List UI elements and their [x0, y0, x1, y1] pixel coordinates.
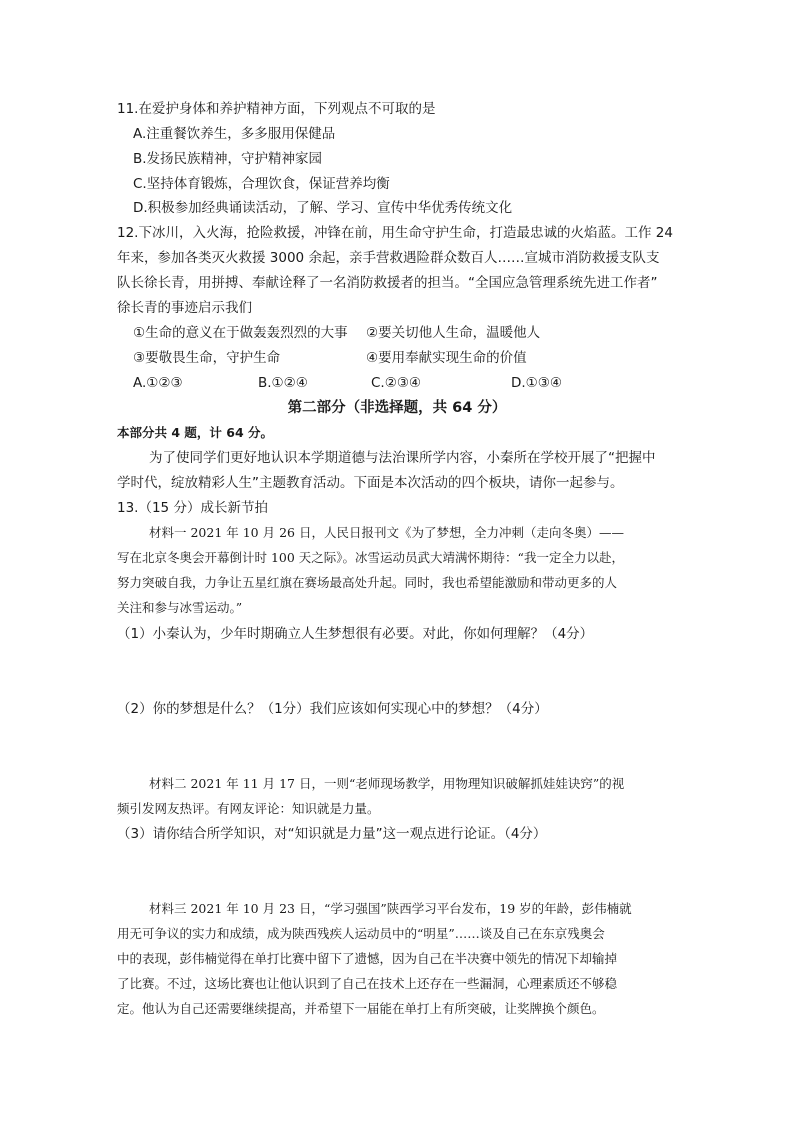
- q12-stem-line: 12.下冰川，入火海，抢险救援，冲锋在前，用生命守护生命，打造最忠诚的火焰蓝。工作 24: [117, 225, 673, 241]
- q13-material1-line: 写在北京冬奥会开幕倒计时 100 天之际》。冰雪运动员武大靖满怀期待：“我一定全力以赴，: [117, 550, 624, 565]
- q13-sub2: （2）你的梦想是什么？（1分）我们应该如何实现心中的梦想？（4分）: [117, 701, 548, 717]
- q13-material1-line: 材料一 2021 年 10 月 26 日，人民日报刊文《为了梦想，全力冲刺（走向冬奥）——: [149, 525, 624, 540]
- q12-item-1: ①生命的意义在于做轰轰烈烈的大事: [133, 325, 348, 341]
- q13-material3-line: 中的表现，彭伟楠觉得在单打比赛中留下了遗憾，因为自己在半决赛中领先的情况下却输掉: [117, 951, 618, 966]
- q11-option-d: D.积极参加经典诵读活动，了解、学习、宣传中华优秀传统文化: [133, 200, 513, 216]
- q12-item-2: ②要关切他人生命，温暖他人: [366, 325, 541, 341]
- q13-material3-line: 用无可争议的实力和成绩，成为陕西残疾人运动员中的“明星”……谈及自己在东京残奥会: [117, 926, 605, 941]
- part2-heading: 第二部分（非选择题，共 64 分）: [287, 400, 507, 416]
- q12-choice-c: C.②③④: [371, 375, 422, 391]
- q12-stem-line: 徐长青的事迹启示我们: [117, 300, 252, 316]
- q13-material3-line: 材料三 2021 年 10 月 23 日，“学习强国”陕西学习平台发布，19 岁的年龄，彭伟楠就: [149, 901, 632, 916]
- q11-option-a: A.注重餐饮养生，多多服用保健品: [133, 126, 336, 142]
- part2-intro-line: 为了使同学们更好地认识本学期道德与法治课所学内容，小秦所在学校开展了“把握中: [149, 450, 656, 466]
- q13-material2-line: 材料二 2021 年 11 月 17 日，一则“老师现场教学，用物理知识破解抓娃娃诀窍”的视: [149, 776, 625, 791]
- q12-choice-a: A.①②③: [133, 375, 183, 391]
- q13-sub3: （3）请你结合所学知识，对“知识就是力量”这一观点进行论证。（4分）: [117, 826, 547, 842]
- q12-choice-b: B.①②④: [258, 375, 308, 391]
- q12-choice-d: D.①③④: [511, 375, 562, 391]
- q12-item-3: ③要敬畏生命，守护生命: [133, 350, 281, 366]
- q13-material1-line: 努力突破自我，力争让五星红旗在赛场最高处升起。同时，我也希望能激励和带动更多的人: [117, 575, 618, 590]
- q13-material3-line: 了比赛。不过，这场比赛也让他认识到了自己在技术上还存在一些漏洞，心理素质还不够稳: [117, 976, 618, 991]
- q13-material3-line: 定。他认为自己还需要继续提高，并希望下一届能在单打上有所突破，让奖牌换个颜色。: [117, 1001, 605, 1016]
- q13-title: 13.（15 分）成长新节拍: [117, 500, 268, 516]
- part2-intro-line: 学时代，绽放精彩人生”主题教育活动。下面是本次活动的四个板块，请你一起参与。: [117, 475, 624, 491]
- q13-sub1: （1）小秦认为，少年时期确立人生梦想很有必要。对此，你如何理解？（4分）: [117, 626, 594, 642]
- q11-stem: 11.在爱护身体和养护精神方面，下列观点不可取的是: [117, 101, 436, 117]
- q11-option-c: C.坚持体育锻炼，合理饮食，保证营养均衡: [133, 176, 390, 192]
- q13-material1-line: 关注和参与冰雪运动。”: [117, 600, 243, 615]
- q12-item-4: ④要用奉献实现生命的价值: [366, 350, 527, 366]
- q12-stem-line: 年来，参加各类灭火救援 3000 余起，亲手营救遇险群众数百人……宣城市消防救援支队支: [117, 250, 660, 266]
- q13-material2-line: 频引发网友热评。有网友评论：知识就是力量。: [117, 801, 380, 816]
- part2-note: 本部分共 4 题，计 64 分。: [117, 425, 274, 440]
- q11-option-b: B.发扬民族精神，守护精神家园: [133, 151, 323, 167]
- q12-stem-line: 队长徐长青，用拼搏、奉献诠释了一名消防救援者的担当。“全国应急管理系统先进工作者”: [117, 275, 658, 291]
